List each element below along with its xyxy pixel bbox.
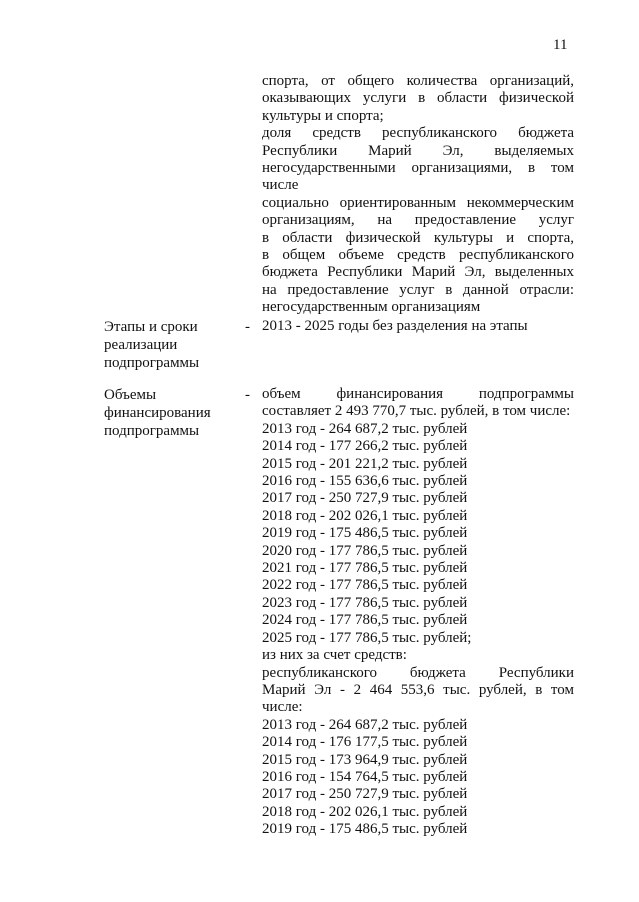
label-line: финансирования — [104, 405, 211, 421]
text-line: спорта, от общего количества организаций, — [262, 73, 574, 89]
funding-line: 2014 год - 176 177,5 тыс. рублей — [262, 734, 468, 751]
funding-label — [104, 386, 232, 440]
funding-line: из них за счет средств: — [262, 647, 407, 664]
stages-label — [104, 318, 232, 372]
funding-line: 2018 год - 202 026,1 тыс. рублей — [262, 507, 468, 524]
stages-dash: - — [245, 319, 250, 335]
funding-line: 2023 год - 177 786,5 тыс. рублей — [262, 594, 468, 611]
label-line: Этапы и сроки — [104, 319, 198, 335]
funding-line: 2016 год - 155 636,6 тыс. рублей — [262, 473, 468, 490]
funding-text — [262, 386, 574, 839]
text-line: оказывающих услуги в области физической — [262, 90, 574, 107]
funding-line: объем финансирования подпрограммы — [262, 386, 574, 402]
funding-line: 2019 год - 175 486,5 тыс. рублей — [262, 821, 468, 838]
page-number: 11 — [553, 37, 568, 53]
stages-value: 2013 - 2025 годы без разделения на этапы — [262, 318, 528, 334]
funding-line: 2016 год - 154 764,5 тыс. рублей — [262, 768, 468, 785]
funding-line: 2013 год - 264 687,2 тыс. рублей — [262, 716, 468, 733]
label-line: реализации — [104, 337, 178, 353]
text-line: организациям, на предоставление услуг — [262, 212, 574, 229]
text-line: бюджета Республики Марий Эл, выделенных — [262, 264, 574, 281]
funding-line: 2018 год - 202 026,1 тыс. рублей — [262, 803, 468, 820]
funding-line: числе: — [262, 699, 303, 716]
funding-line: 2025 год - 177 786,5 тыс. рублей; — [262, 629, 472, 646]
text-line: культуры и спорта; — [262, 107, 384, 124]
text-line: социально ориентированным некоммерческим — [262, 194, 574, 211]
funding-dash: - — [245, 387, 250, 403]
label-line: подпрограммы — [104, 423, 200, 439]
label-line: Объемы — [104, 387, 157, 403]
funding-line: 2017 год - 250 727,9 тыс. рублей — [262, 490, 468, 507]
label-line: подпрограммы — [104, 355, 200, 371]
funding-line: составляет 2 493 770,7 тыс. рублей, в том числе: — [262, 403, 571, 420]
funding-line: 2015 год - 173 964,9 тыс. рублей — [262, 751, 468, 768]
funding-line: республиканского бюджета Республики — [262, 664, 574, 681]
funding-line: 2022 год - 177 786,5 тыс. рублей — [262, 577, 468, 594]
funding-line: 2013 год - 264 687,2 тыс. рублей — [262, 420, 468, 437]
text-line: негосударственным организациям — [262, 299, 481, 316]
funding-line: 2020 год - 177 786,5 тыс. рублей — [262, 542, 468, 559]
text-line: Республики Марий Эл, выделяемых — [262, 142, 574, 159]
funding-line: 2017 год - 250 727,9 тыс. рублей — [262, 786, 468, 803]
funding-line: 2014 год - 177 266,2 тыс. рублей — [262, 438, 468, 455]
text-line: на предоставление услуг в данной отрасли: — [262, 281, 574, 298]
text-line: негосударственными организациями, в том числе — [262, 160, 574, 194]
funding-line: 2019 год - 175 486,5 тыс. рублей — [262, 525, 468, 542]
text-line: в области физической культуры и спорта, — [262, 229, 574, 246]
text-line: в общем объеме средств республиканского — [262, 247, 574, 264]
continuation-text — [262, 73, 574, 317]
funding-line: Марий Эл - 2 464 553,6 тыс. рублей, в том — [262, 681, 574, 698]
text-line: доля средств республиканского бюджета — [262, 125, 574, 142]
funding-line: 2015 год - 201 221,2 тыс. рублей — [262, 455, 468, 472]
funding-line: 2024 год - 177 786,5 тыс. рублей — [262, 612, 468, 629]
funding-line: 2021 год - 177 786,5 тыс. рублей — [262, 560, 468, 577]
